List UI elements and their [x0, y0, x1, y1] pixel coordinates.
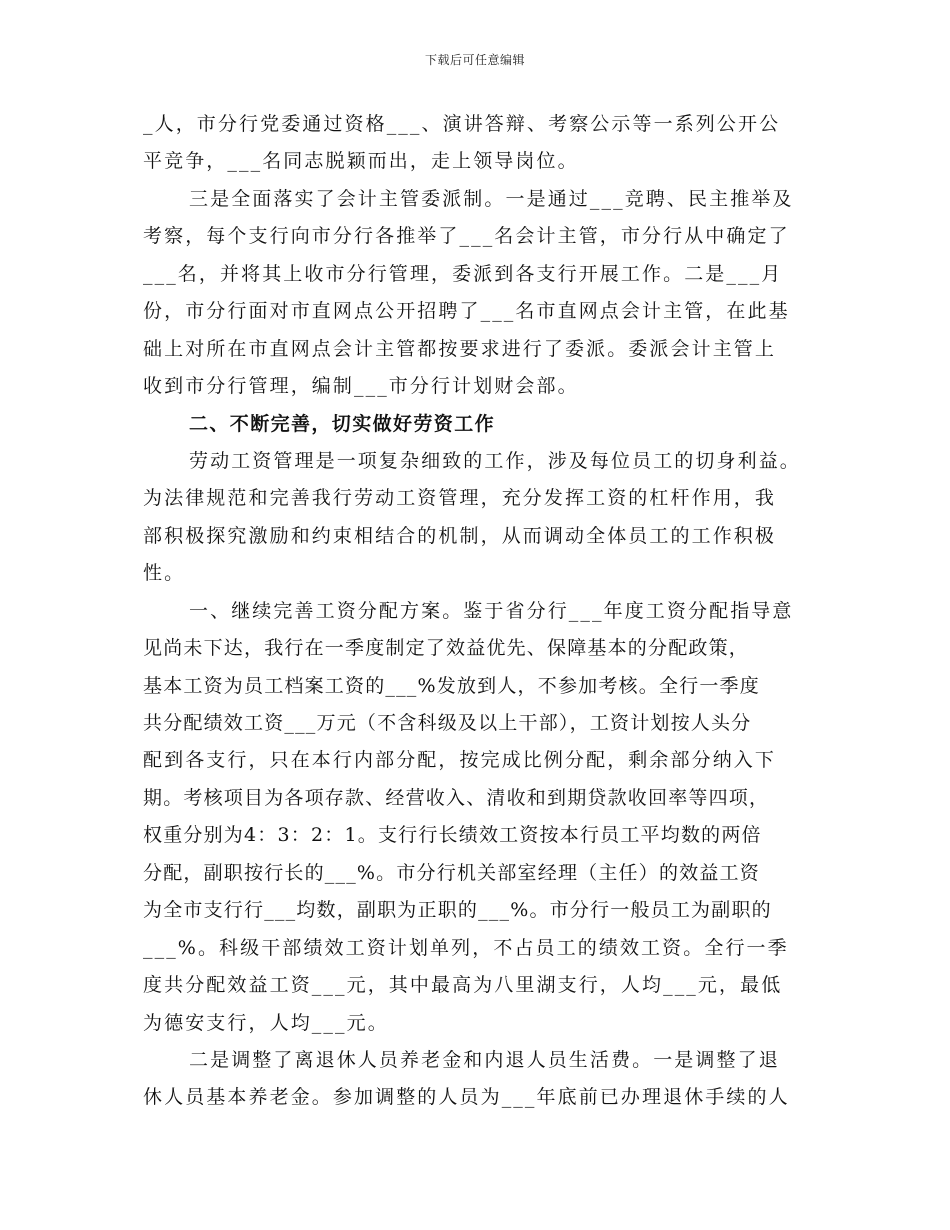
text-line: 三是全面落实了会计主管委派制。一是通过___竞聘、民主推举及	[189, 187, 794, 210]
text-line: 为法律规范和完善我行劳动工资管理，充分发挥工资的杠杆作用，我	[143, 487, 777, 510]
text-line: 休人员基本养老金。参加调整的人员为___年底前已办理退休手续的人	[143, 1086, 790, 1109]
text-line: 础上对所在市直网点会计主管都按要求进行了委派。委派会计主管上	[143, 337, 777, 360]
text-line: _人，市分行党委通过资格___、演讲答辩、考察公示等一系列公开公	[143, 113, 781, 135]
text-line: 性。	[143, 562, 186, 585]
text-line: 收到市分行管理，编制___市分行计划财会部。	[143, 375, 579, 398]
text-line: 一、继续完善工资分配方案。鉴于省分行___年度工资分配指导意	[189, 599, 794, 622]
text-line: 度共分配效益工资___元，其中最高为八里湖支行，人均___元，最低	[143, 974, 783, 997]
text-line: 部积极探究激励和约束相结合的机制，从而调动全体员工的工作积极	[143, 524, 777, 547]
text-line: 配到各支行，只在本行内部分配，按完成比例分配，剩余部分纳入下	[143, 749, 777, 772]
text-line: 分配，副职按行长的___%。市分行机关部室经理（主任）的效益工资	[143, 861, 760, 884]
page-header: 下载后可任意编辑	[424, 53, 525, 67]
section-heading: 二、不断完善，切实做好劳资工作	[189, 412, 496, 435]
text-line: 考察，每个支行向市分行各推举了___名会计主管，市分行从中确定了	[143, 225, 790, 248]
text-line: ___名，并将其上收市分行管理，委派到各支行开展工作。二是___月	[143, 262, 783, 285]
text-line: 共分配绩效工资___万元（不含科级及以上干部），工资计划按人头分	[143, 712, 752, 734]
text-line: 劳动工资管理是一项复杂细致的工作，涉及每位员工的切身利益。	[189, 449, 801, 472]
text-line: 权重分别为4：3：2：1。支行行长绩效工资按本行员工平均数的两倍	[143, 824, 762, 847]
document-body	[143, 106, 807, 1117]
text-line: 基本工资为员工档案工资的___%发放到人，不参加考核。全行一季度	[143, 674, 760, 697]
text-line: 见尚未下达，我行在一季度制定了效益优先、保障基本的分配政策，	[143, 637, 750, 660]
text-line: ___%。科级干部绩效工资计划单列，不占员工的绩效工资。全行一季	[143, 936, 789, 959]
text-line: 为德安支行，人均___元。	[143, 1011, 389, 1034]
text-line: 份，市分行面对市直网点公开招聘了___名市直网点会计主管，在此基	[143, 300, 790, 323]
text-line: 二是调整了离退休人员养老金和内退人员生活费。一是调整了退	[189, 1048, 780, 1071]
text-line: 平竞争，___名同志脱颖而出，走上领导岗位。	[143, 150, 579, 173]
text-line: 为全市支行行___均数，副职为正职的___%。市分行一般员工为副职的	[143, 899, 772, 922]
text-line: 期。考核项目为各项存款、经营收入、清收和到期贷款收回率等四项，	[143, 786, 770, 809]
